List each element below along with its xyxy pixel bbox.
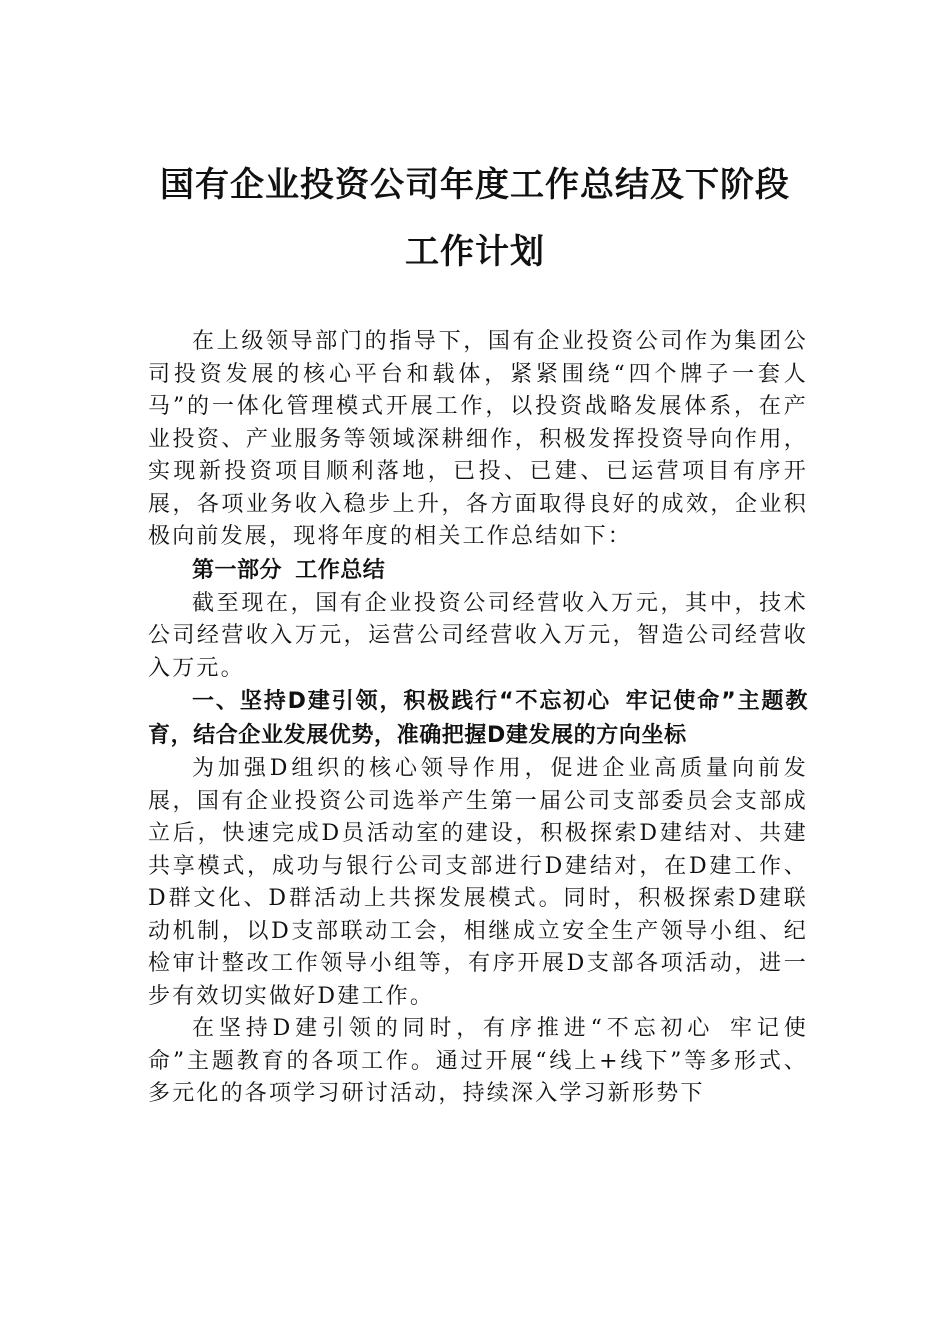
part-label: 第一部分 [192, 557, 283, 583]
section-1-paragraph-1: 为加强D组织的核心领导作用，促进企业高质量向前发展，国有企业投资公司选举产生第一届公司支部委员会支部成立后，快速完成D员活动室的建设，积极探索D建结对、共建共享模式，成功与银行公司支部进行D建结对，在D建工作、D群文化、D群活动上共探发展模式。同时，积极探索D建联动机制，以D支部联动工会，相继成立安全生产领导小组、纪检审计整改工作领导小组等，有序开展D支部各项活动，进一步有效切实做好D建工作。 [148, 756, 808, 1009]
document-title-line-1: 国有企业投资公司年度工作总结及下阶段 [160, 165, 790, 205]
section-1-heading-part-a: 一、坚持D建引领，积极践行“不忘初心 [192, 689, 612, 714]
document-body [148, 326, 808, 1111]
section-1-paragraph-2-part-b: 牢记使命”主题教育的各项工作。通过开展“线上+线下”等多形式、多元化的各项学习研讨活动，持续深入学习新形势下 [148, 1016, 808, 1106]
part-heading [148, 554, 808, 588]
revenue-paragraph: 截至现在，国有企业投资公司经营收入万元，其中，技术公司经营收入万元，运营公司经营收入万元，智造公司经营收入万元。 [148, 590, 808, 681]
intro-paragraph: 在上级领导部门的指导下，国有企业投资公司作为集团公司投资发展的核心平台和载体，紧紧围绕“四个牌子一套人马”的一体化管理模式开展工作，以投资战略发展体系，在产业投资、产业服务等领域深耕细作，积极发挥投资导向作用，实现新投资项目顺利落地，已投、已建、已运营项目有序开展，各项业务收入稳步上升，各方面取得良好的成效，企业积极向前发展，现将年度的相关工作总结如下： [148, 329, 808, 549]
part-title: 工作总结 [295, 557, 386, 583]
section-1-paragraph-2 [148, 1013, 808, 1111]
section-1-heading-part-b: 牢记使命”主题教育，结合企业发展优势，准确把握D建发展的方向坐标 [148, 689, 808, 748]
section-1-paragraph-2-part-a: 在坚持D建引领的同时，有序推进“不忘初心 [192, 1016, 715, 1041]
section-1-heading [148, 685, 808, 753]
document-title-line-2: 工作计划 [405, 232, 545, 272]
